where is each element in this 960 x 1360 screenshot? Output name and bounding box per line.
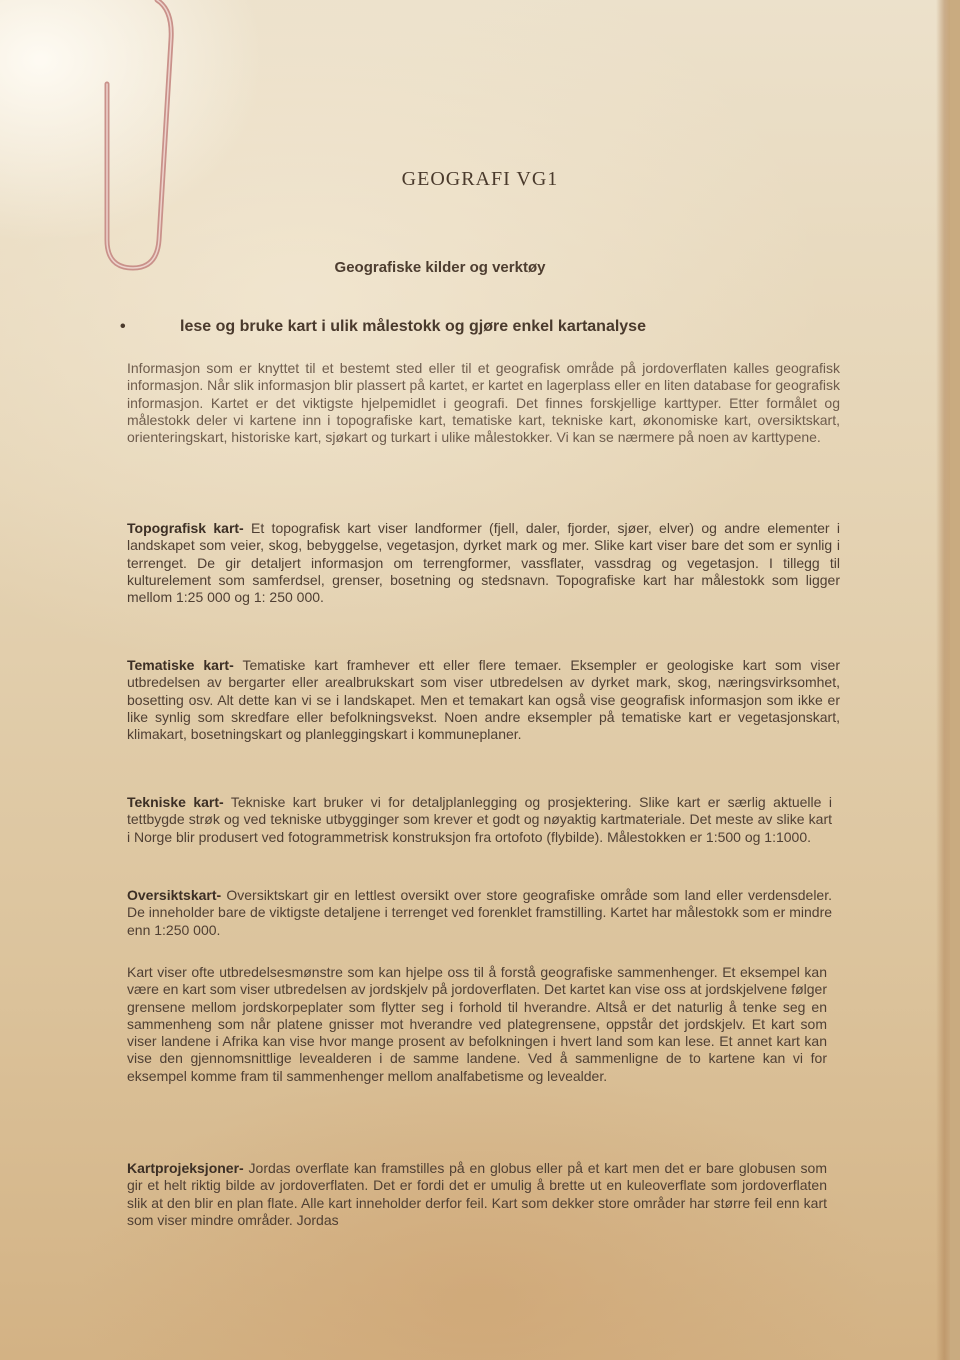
paragraph-topografisk-kart — [127, 520, 840, 606]
document-title: GEOGRAFI VG1 — [401, 168, 559, 190]
paragraph-tekniske-kart — [127, 794, 832, 846]
paragraph-heading: Tekniske kart- — [127, 794, 224, 810]
paragraph-kart-viser — [127, 964, 827, 1085]
paragraph-kartprojeksjoner — [127, 1160, 827, 1229]
paragraph-oversiktskart — [127, 887, 832, 939]
paragraph-text: Jordas overflate kan framstilles på en globus eller på et kart men det er bare globusen som gir et helt riktig bilde av jordoverflaten. Det er fordi det er umulig å brette ut en kuleoverflate som jordoverflaten slik at den blir en plan flate. Alle kart inneholder derfor feil. Kart som dekker store områder har større feil enn kart som viser mindre områder. Jordas — [127, 1160, 827, 1228]
paragraph-text: Et topografisk kart viser landformer (fjell, daler, fjorder, sjøer, elver) og andre elementer i landskapet som veier, skog, bebyggelse, vegetasjon, dyrket mark og mer. Slike kart viser bare det som er synlig i terrenget. De gir detaljert informasjon om terrengformer, vassflater, vassdrag og vegetasjon. I tillegg til kulturelement som samferdsel, grenser, bosetning og stedsnavn. Topografiske kart har målestokk som ligger mellom 1:25 000 og 1: 250 000. — [127, 520, 840, 606]
paperclip-icon — [95, 0, 185, 280]
paragraph-heading: Topografisk kart- — [127, 520, 244, 536]
paragraph-text: Tekniske kart bruker vi for detaljplanlegging og prosjektering. Slike kart er særlig aktuelle i tettbygde strøk og ved tekniske utbygginger som krever et godt og nøyaktig kartmateriale. Det meste av slike kart i Norge blir produsert ved fotogrammetrisk konstruksjon fra ortofoto (flybilde). Målestokken er 1:500 og 1:1000. — [127, 794, 832, 845]
paragraph-text: Tematiske kart framhever ett eller flere temaer. Eksempler er geologiske kart som viser utbredelsen av bergarter eller arealbrukskart som viser utbredelsen av dyrket mark, skog, næringsvirksomhet, bosetting osv. Alt dette kan vi se i landskapet. Men et temakart kan også vise geografisk informasjon som ikke er like synlig som skredfare eller befolkningsvekst. Noen andre eksempler på tematiske kart er vegetasjonskart, klimakart, bosetningskart og planleggingskart i kommuneplaner. — [127, 657, 841, 743]
paper-edge-shadow — [936, 0, 950, 1360]
bullet-text: lese og bruke kart i ulik målestokk og gjøre enkel kartanalyse — [180, 318, 646, 335]
paragraph-tematiske-kart — [127, 657, 840, 743]
paragraph-heading: Oversiktskart- — [127, 887, 222, 903]
paragraph-text: Oversiktskart gir en lettlest oversikt over store geografiske område som land eller verdensdeler. De inneholder bare de viktigste detaljene i terrenget ved forenklet framstilling. Kartet har målestokk som er mindre enn 1:250 000. — [127, 887, 833, 938]
paragraph-heading: Kartprojeksjoner- — [127, 1160, 244, 1176]
paragraph-intro — [127, 360, 840, 446]
paragraph-text: Kart viser ofte utbredelsesmønstre som kan hjelpe oss til å forstå geografiske sammenhenger. Et eksempel kan være en kart som viser utbredelsen av jordskjelv på jordoverflaten. Det kartet kan vise oss at jordskjelvene følger grensene mellom jordskorpeplater som flytter seg i forhold til hverandre. Altså er det naturlig å tenke seg en sammenheng som når platene gnisser mot hverandre ved plategrensene, oppstår det jordskjelv. Et kart som viser landene i Afrika kan vise hvor mange prosent av befolkningen i hvert land som kan lese. Et annet kart kan vise den gjennomsnittlige levealderen i de samme landene. Ved å sammenligne de to kartene kan vi for eksempel komme fram til sammenhenger mellom analfabetisme og levealder. — [127, 964, 827, 1084]
paragraph-text: Informasjon som er knyttet til et bestemt sted eller til et geografisk område på jordoverflaten kalles geografisk informasjon. Når slik informasjon blir plassert på kartet, er kartet en lagerplass eller en liten database for geografisk informasjon. Kartet er det viktigste hjelpemidlet i geografi. Det finnes forskjellige karttyper. Etter formålet og målestokk deler vi kartene inn i topografiske kart, tematiske kart, tekniske kart, økonomiske kart, oversiktskart, orienteringskart, historiske kart, sjøkart og turkart i ulike målestokker. Vi kan se nærmere på noen av karttypene. — [127, 360, 840, 446]
document-subtitle: Geografiske kilder og verktøy — [334, 259, 546, 276]
paragraph-heading: Tematiske kart- — [127, 657, 234, 673]
bullet-icon: • — [120, 318, 126, 335]
